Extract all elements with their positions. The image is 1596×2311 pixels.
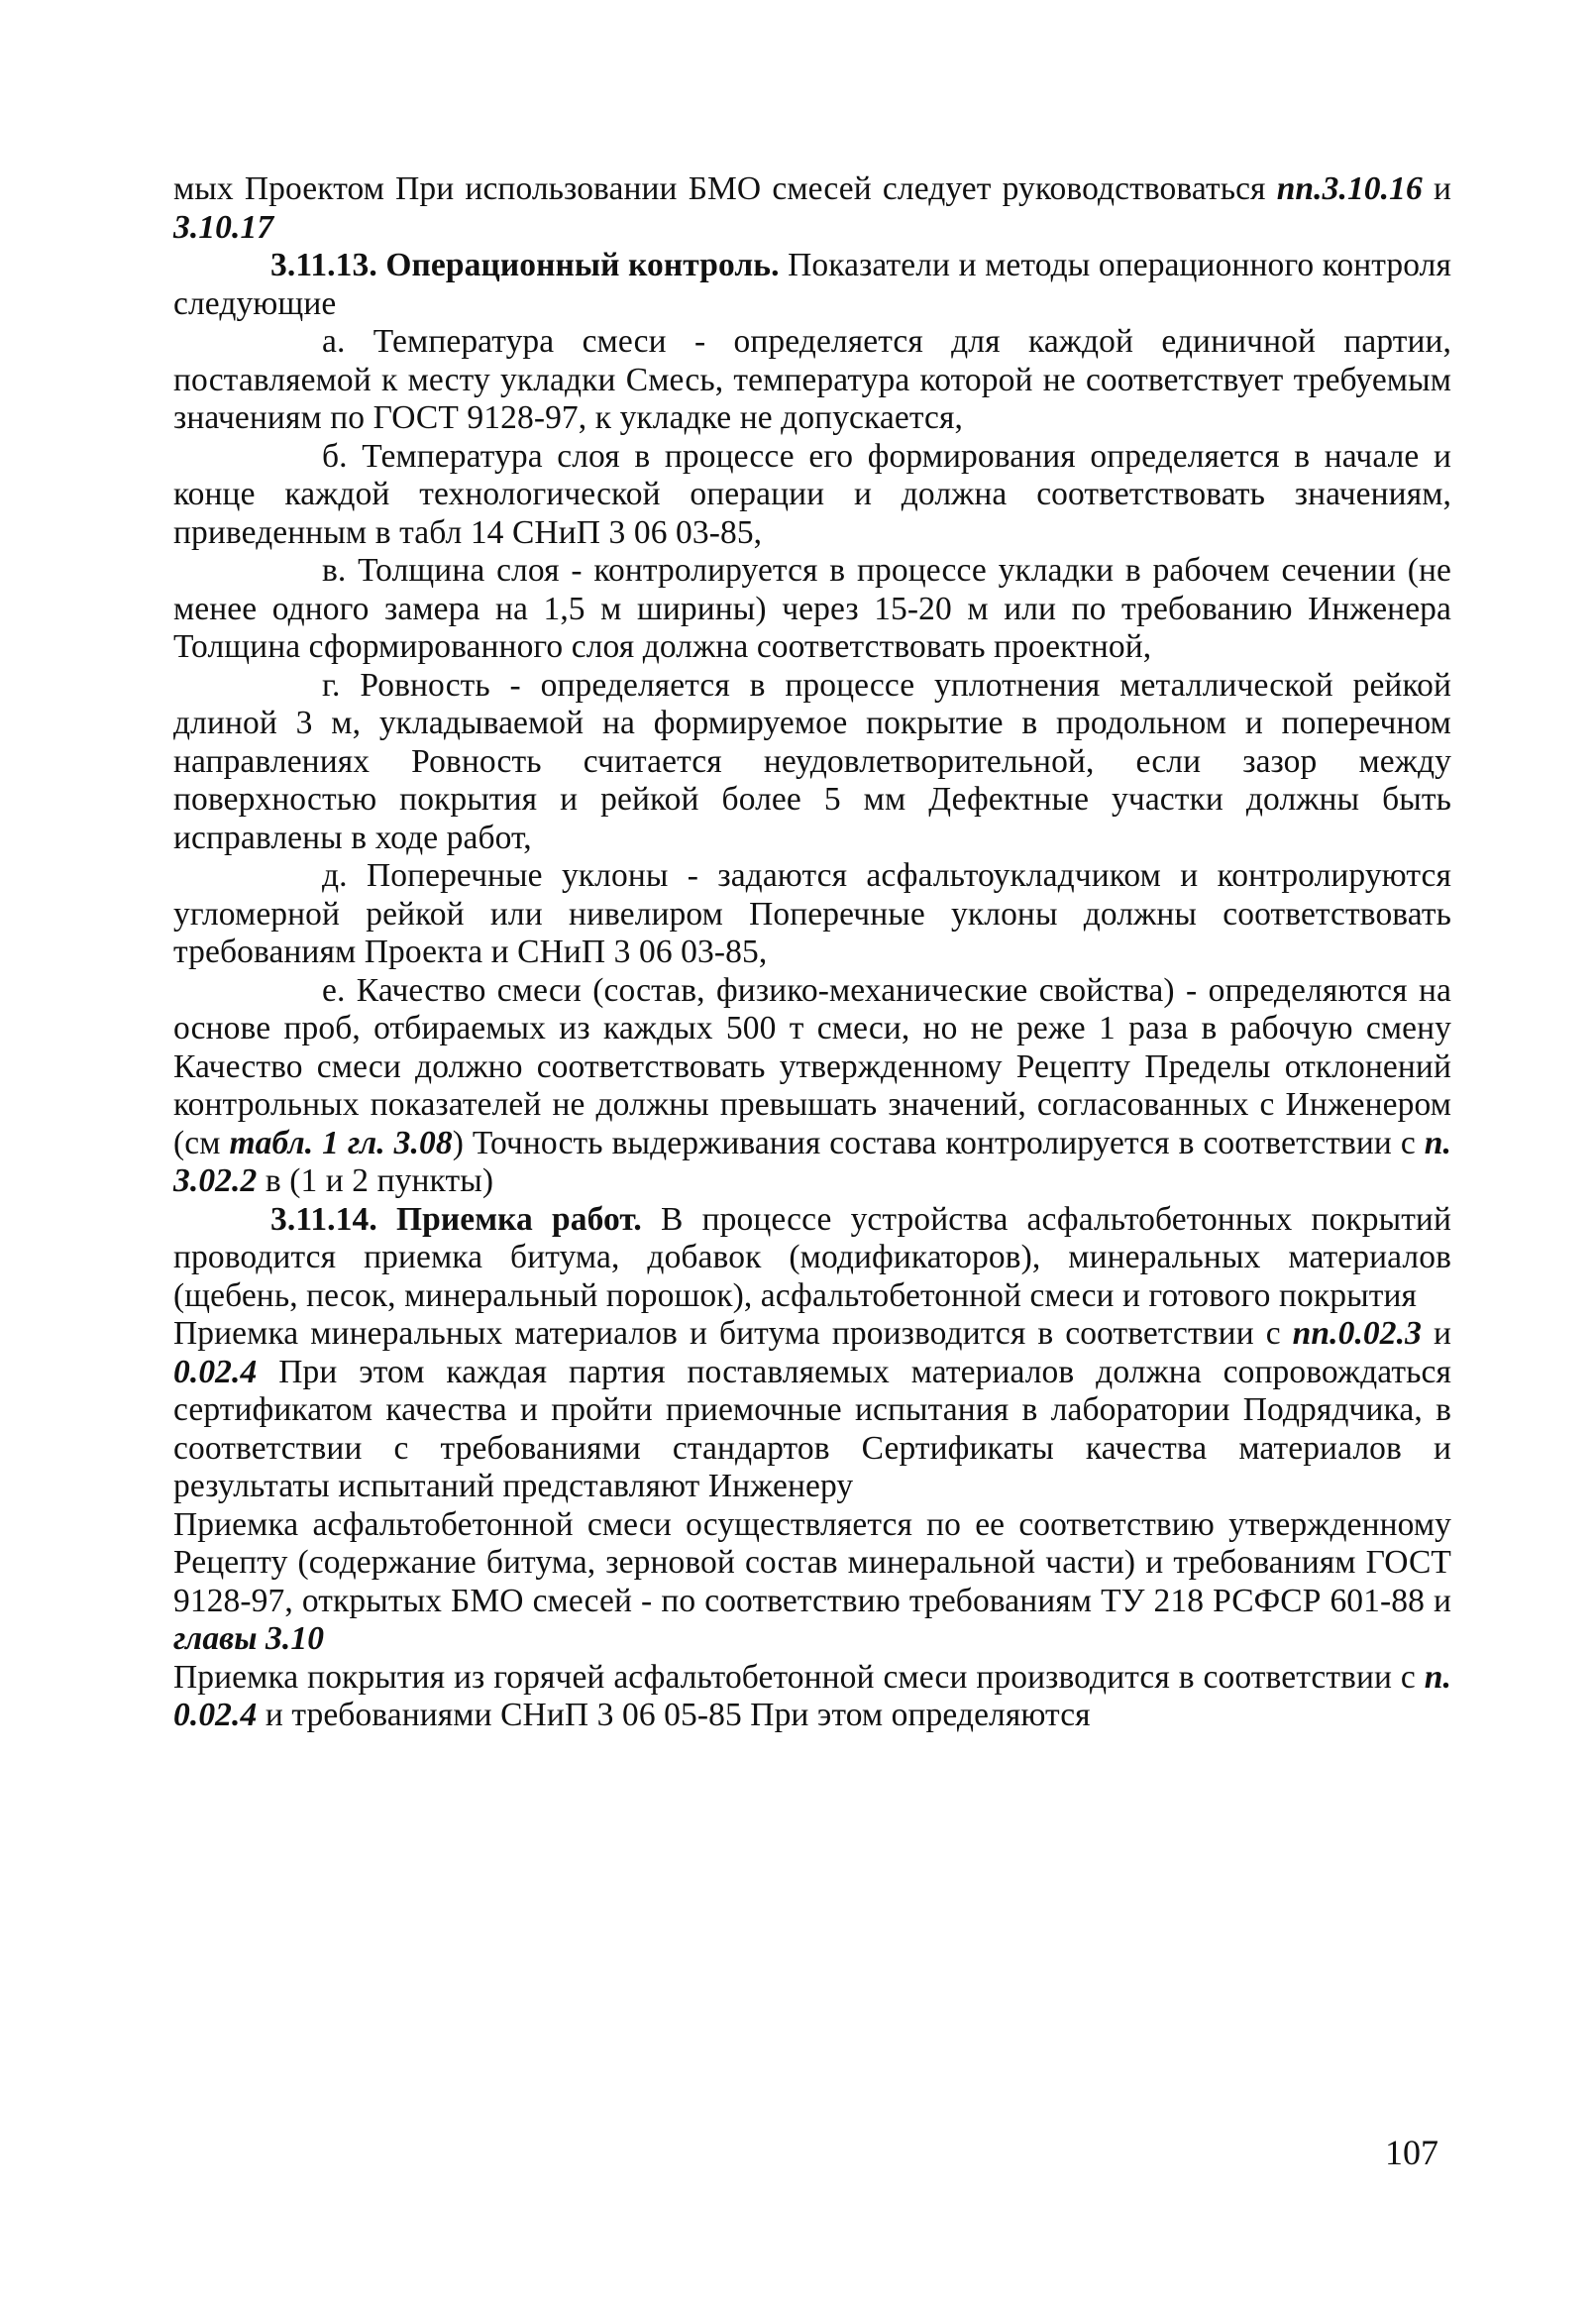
- list-item-e: [173, 972, 1451, 1201]
- text-run: и требованиями СНиП 3 06 05-85 При этом определяются: [257, 1697, 1091, 1733]
- list-item-a: а. Температура смеси - определяется для каждой единичной партии, поставляемой к месту укладки Смесь, температура которой не соответствует требуемым значениям по ГОСТ 9128-97, к укладке не допускается,: [173, 323, 1451, 436]
- page-number: 107: [1385, 2133, 1438, 2172]
- section-reference: 3.10.17: [173, 208, 274, 246]
- section-3-11-13: [173, 247, 1451, 323]
- section-reference: пп.3.10.16: [1276, 170, 1423, 207]
- section-number: 3.11.14.: [270, 1200, 377, 1238]
- text-run: е. Качество смеси (состав, физико-механические свойства) - определяются на основе проб, отбираемых из каждых 500 т смеси, но не реже 1 раза в рабочую смену Качество смеси должно соответствовать утвержденному Рецепту Пределы отклонений контрольных показателей не должны превышать значений, согласованных с Инженером (см: [173, 971, 1451, 1161]
- section-reference: п. 0.02.4: [173, 1658, 1451, 1733]
- text-run: При этом каждая партия поставляемых материалов должна сопровождаться сертификатом качества и пройти приемочные испытания в лаборатории Подрядчика, в соответствии с требованиями стандартов Сертификаты качества материалов и результаты испытаний представляют Инженеру: [173, 1353, 1451, 1504]
- list-item-g: г. Ровность - определяется в процессе уплотнения металлической рейкой длиной 3 м, укладываемой на формируемое покрытие в продольном и поперечном направлениях Ровность считается неудовлетворительной, если зазор между поверхностью покрытия и рейкой более 5 мм Дефектные участки должны быть исправлены в ходе работ,: [173, 666, 1451, 856]
- section-number: 3.11.13.: [270, 247, 377, 283]
- text-run: Приемка асфальтобетонной смеси осуществляется по ее соответствию утвержденному Рецепту (содержание битума, зерновой состав минеральной части) и требованиям ГОСТ 9128-97, открытых БМО смесей - по соответствию требованиям ТУ 218 РСФСР 601-88 и: [173, 1505, 1451, 1619]
- section-reference: 0.02.4: [173, 1353, 258, 1390]
- section-reference: пп.0.02.3: [1292, 1315, 1422, 1352]
- text-run: в (1 и 2 пункты): [257, 1162, 494, 1199]
- section-3-11-14: [173, 1201, 1451, 1316]
- paragraph-mix-acceptance: [173, 1506, 1451, 1659]
- text-run: мых Проектом При использовании БМО смесей следует руководствоваться: [173, 170, 1277, 207]
- list-item-b: б. Температура слоя в процессе его формирования определяется в начале и конце каждой технологической операции и должна соответствовать значениям, приведенным в табл 14 СНиП 3 06 03-85,: [173, 437, 1451, 551]
- text-run: ) Точность выдерживания состава контролируется в соответствии с: [452, 1124, 1425, 1161]
- section-heading: Приемка работ.: [395, 1200, 642, 1238]
- text-run: Показатели и методы операционного контроля следующие: [173, 247, 1451, 322]
- text-run: и: [1421, 1315, 1451, 1352]
- table-reference: табл. 1 гл. 3.08: [229, 1124, 453, 1161]
- text-run: В процессе устройства асфальтобетонных покрытий проводится приемка битума, добавок (модификаторов), минеральных материалов (щебень, песок, минеральный порошок), асфальтобетонной смеси и готового покрытия: [173, 1200, 1451, 1314]
- section-heading: Операционный контроль.: [385, 247, 780, 283]
- paragraph-materials-acceptance: [173, 1315, 1451, 1506]
- chapter-reference: главы 3.10: [173, 1620, 325, 1657]
- text-run: и: [1422, 170, 1451, 207]
- text-run: Приемка минеральных материалов и битума производится в соответствии с: [173, 1315, 1293, 1352]
- list-item-v: в. Толщина слоя - контролируется в процессе укладки в рабочем сечении (не менее одного замера на 1,5 м ширины) через 15-20 м или по требованию Инженера Толщина сформированного слоя должна соответствовать проектной,: [173, 552, 1451, 665]
- paragraph-continuation: [173, 170, 1451, 247]
- text-run: Приемка покрытия из горячей асфальтобетонной смеси производится в соответствии с: [173, 1658, 1425, 1696]
- list-item-d: д. Поперечные уклоны - задаются асфальтоукладчиком и контролируются угломерной рейкой или нивелиром Поперечные уклоны должны соответствовать требованиям Проекта и СНиП 3 06 03-85,: [173, 857, 1451, 970]
- section-reference: п. 3.02.2: [173, 1124, 1451, 1199]
- paragraph-coating-acceptance: [173, 1659, 1451, 1735]
- document-body: [173, 170, 1451, 1735]
